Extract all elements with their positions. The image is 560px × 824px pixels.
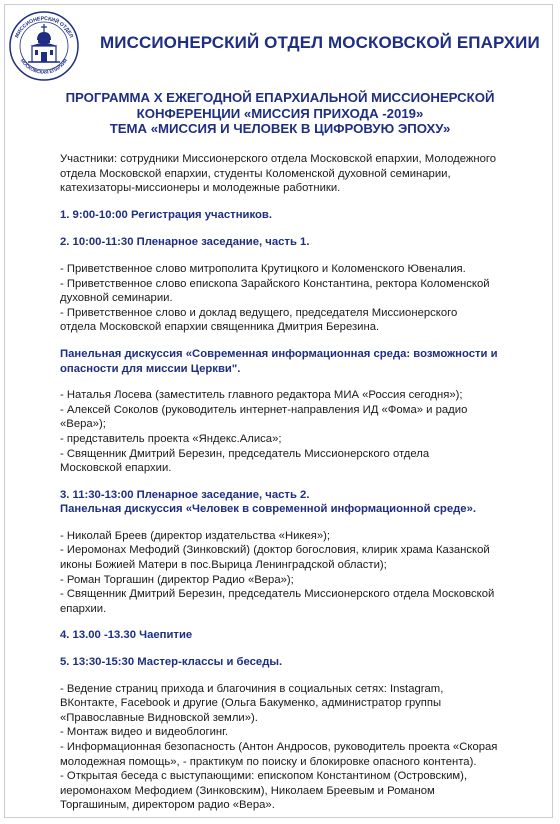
list-item: - Священник Дмитрий Березин, председатель Миссионерского отдела [60,447,430,460]
text-line: опасности для миссии Церкви". [60,362,241,375]
logo-ring-bottom-text: МОСКОВСКАЯ ЕПАРХИЯ [19,57,69,75]
section-tea: 4. 13.00 -13.30 Чаепитие [60,629,193,642]
text-line: Панельная дискуссия «Современная информационная среда: возможности и [60,347,498,360]
panel-2-list [60,529,540,617]
section-registration: 1. 9:00-10:00 Регистрация участников. [60,208,272,221]
text-line: Участники: сотрудники Миссионерского отдела Московской епархии, Молодежного [60,153,497,165]
section-plenary-2 [60,488,540,517]
list-item: - Приветственное слово митрополита Крутицкого и Коломенского Ювеналия. [60,262,466,275]
plenary-1-list [60,262,540,335]
list-item: Московской епархии. [60,462,172,475]
participants [60,152,540,196]
text-line: отдела Московской епархии, студенты Коломенской духовной семинарии, [60,167,451,180]
list-item: - Приветственное слово и доклад ведущего, председателя Миссионерского [60,306,458,319]
site-title: МИССИОНЕРСКИЙ ОТДЕЛ МОСКОВСКОЙ ЕПАРХИИ [100,33,540,52]
list-item: отдела Московской епархии священника Дмитрия Березина. [60,321,380,334]
panel-1-list [60,388,540,476]
list-item: - Открытая беседа с выступающими: епископом Константином (Островским), [60,770,468,783]
program-title-line: ПРОГРАММА X ЕЖЕГОДНОЙ ЕПАРХИАЛЬНОЙ МИССИОНЕРСКОЙ [65,90,495,105]
workshops-list [60,682,540,813]
list-item: иконы Божией Матери в пос.Вырица Ленинградской области); [60,559,387,572]
program-title-line: ТЕМА «МИССИЯ И ЧЕЛОВЕК В ЦИФРОВУЮ ЭПОХУ» [109,121,451,136]
list-item: «Вера»); [60,418,106,431]
header [8,10,548,82]
list-item: Торгашиным, директором радио «Вера». [60,799,275,812]
program-title-line: КОНФЕРЕНЦИИ «МИССИЯ ПРИХОДА -2019» [136,105,424,121]
list-item: - Иеромонах Мефодий (Зинковский) (доктор богословия, клирик храма Казанской [60,544,490,557]
list-item: ВКонтакте, Facebook и другие (Ольга Бакуменко, администратор группы [60,697,442,710]
list-item: - Монтаж видео и видеоблогинг. [60,726,229,739]
list-item: «Православные Видновской земли»). [60,711,258,724]
list-item: - Информационная безопасность (Антон Андросов, руководитель проекта «Скорая [60,741,498,753]
program-content [60,152,540,813]
logo-ring-top-text: МИССИОНЕРСКИЙ ОТДЕЛ [14,15,74,39]
church-logo-icon [8,10,80,82]
list-item: иеромонахом Мефодием (Зинковским), Николаем Бреевым и Романом [60,784,435,797]
list-item: - Священник Дмитрий Березин, председатель Миссионерского отдела Московской [60,588,495,601]
section-plenary-1: 2. 10:00-11:30 Пленарное заседание, часть 1. [60,236,310,249]
section-workshops: 5. 13:30-15:30 Мастер-классы и беседы. [60,656,283,669]
panel-1-title [60,347,540,376]
list-item: духовной семинарии. [60,292,173,305]
list-item: - Приветственное слово епископа Зарайского Константина, ректора Коломенской [60,277,490,290]
list-item: - представитель проекта «Яндекс.Алиса»; [60,432,282,445]
text-line: катехизаторы-миссионеры и молодежные работники. [60,182,341,195]
list-item: - Наталья Лосева (заместитель главного редактора МИА «Россия сегодня»); [60,389,463,402]
list-item: молодежная помощь», - практикум по поиску и блокировке опасного контента). [60,755,477,768]
text-line: 3. 11:30-13:00 Пленарное заседание, часть 2. [60,488,310,501]
list-item: епархии. [60,602,107,615]
program-title [20,90,540,137]
list-item: - Николай Бреев (директор издательства «Никея»); [60,529,331,542]
list-item: - Ведение страниц прихода и благочиния в социальных сетях: Instagram, [60,682,444,695]
text-line: Панельная дискуссия «Человек в современной информационной среде». [60,503,476,516]
list-item: - Алексей Соколов (руководитель интернет-направления ИД «Фома» и радио [60,403,468,416]
list-item: - Роман Торгашин (директор Радио «Вера»); [60,573,294,586]
